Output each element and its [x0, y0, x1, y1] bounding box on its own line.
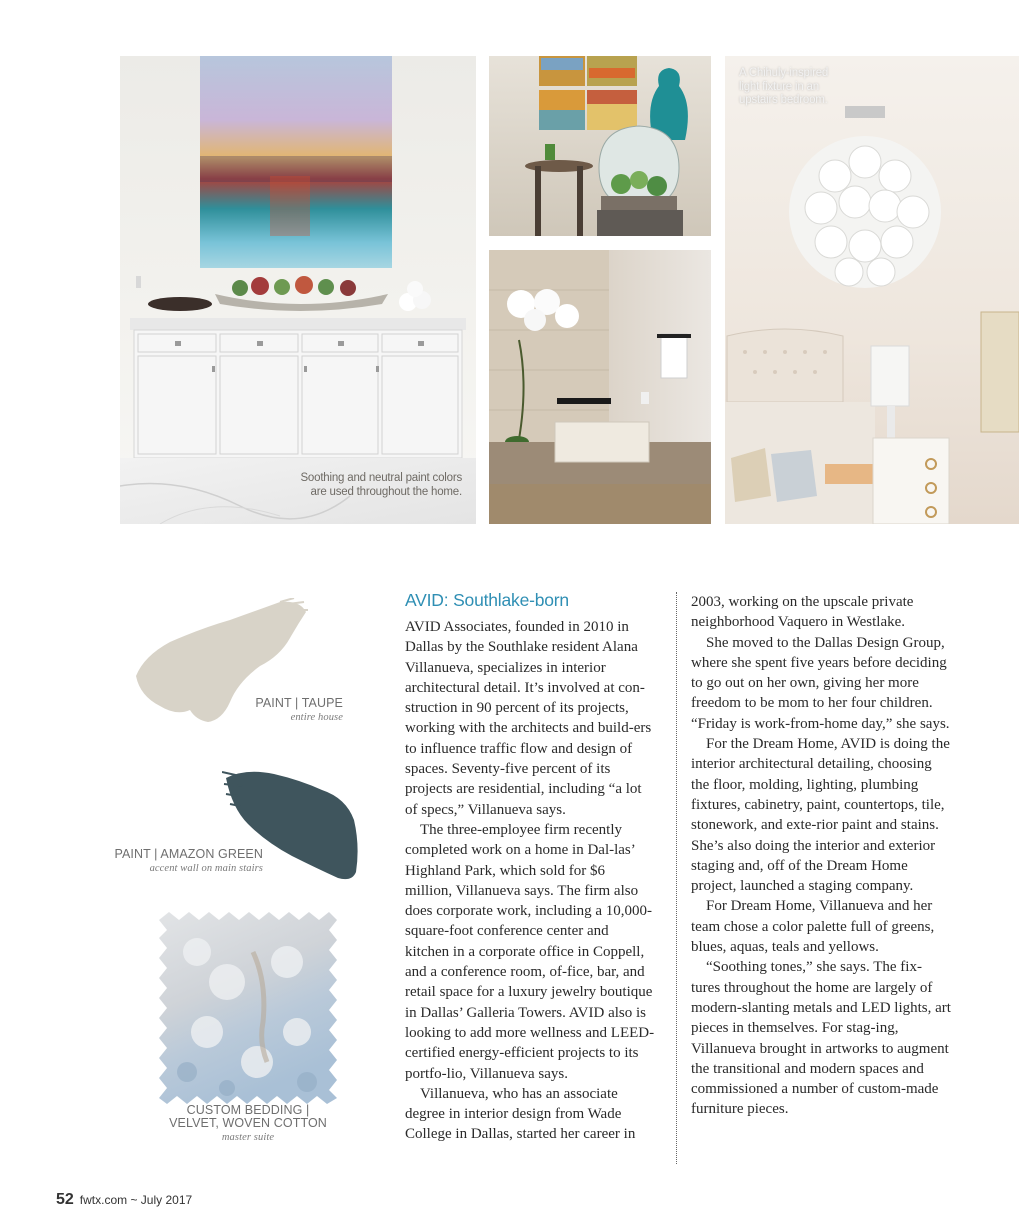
article-paragraph: 2003, working on the upscale private neighborhood Vaquero in Westlake.	[691, 594, 914, 631]
swatch-label-taupe	[168, 697, 343, 724]
article-paragraph: AVID Associates, founded in 2010 in Dallas by the Southlake resident Alana Villanueva, specializes in interior architectural detail. It’s involved at con-struction in 90 percent of its projects, working with the architects and build-ers to influence traffic flow and design of spaces. Seventy-five percent of its projects are residential, including “a lot of specs,” Villanueva says.	[405, 619, 652, 818]
swatch-title-amazon-green: PAINT | AMAZON GREEN	[114, 847, 263, 861]
swatch-label-bedding	[158, 1104, 338, 1144]
orchid-photo	[489, 250, 711, 524]
page-folio	[56, 1191, 192, 1209]
article-paragraph: For the Dream Home, AVID is doing the interior architectural detailing, choosing the floor, molding, lighting, plumbing fixtures, cabinetry, paint, countertops, tile, stonework, and exte-rior paint and stains. She’s also doing the interior and exterior staging and, off of the Dream Home project, launched a staging company.	[691, 736, 950, 895]
article-paragraph: “Soothing tones,” she says. The fix-tures throughout the home are largely of modern-slanting metals and LED lights, art pieces in themselves. For stag-ing, Villanueva brought in artworks to augment the transitional and modern spaces and commissioned a number of custom-made furniture pieces.	[691, 959, 951, 1118]
bedding-fabric-swatch	[157, 912, 339, 1104]
orchid-illustration	[489, 250, 711, 524]
terrarium-illustration	[489, 56, 711, 236]
bedroom-photo	[725, 56, 1019, 524]
vanity-caption: Soothing and neutral paint colors are used throughout the home.	[300, 472, 462, 498]
swatch-label-amazon-green	[90, 848, 263, 875]
vanity-illustration	[120, 56, 476, 524]
article-paragraph: She moved to the Dallas Design Group, where she spent five years before deciding to go out on her own, giving her more freedom to be mom to her four children. “Friday is work-from-home day,” she says.	[691, 634, 950, 732]
terrarium-photo	[489, 56, 711, 236]
article-paragraph: For Dream Home, Villanueva and her team chose a color palette full of greens, blues, aquas, teals and yellows.	[691, 898, 935, 956]
swatch-title-bedding-line1: CUSTOM BEDDING |	[186, 1103, 310, 1117]
swatch-title-bedding-line2: VELVET, WOVEN COTTON	[169, 1116, 327, 1130]
article-paragraph: The three-employee firm recently completed work on a home in Dal-las’ Highland Park, which sold for $6 million, Villanueva says. The firm also does corporate work, including a 10,000-square-foot conference center and kitchen in a corporate office in Coppell, and a conference room, of-fice, bar, and retail space for a luxury jewelry boutique in Dallas’ Galleria Towers. AVID also is looking to add more wellness and LEED-certified energy-efficient projects to its portfo-lio, Villanueva says.	[405, 821, 655, 1082]
swatch-subtitle-bedding: master suite	[221, 1132, 275, 1143]
swatch-title-taupe: PAINT | TAUPE	[255, 696, 343, 710]
bedroom-illustration	[725, 56, 1019, 524]
swatch-subtitle-taupe: entire house	[290, 712, 343, 723]
vanity-photo	[120, 56, 476, 524]
publication-date: fwtx.com ~ July 2017	[79, 1193, 193, 1207]
bedroom-caption: A Chihuly-inspired light fixture in an upstairs bedroom.	[739, 67, 829, 106]
column-divider	[676, 592, 677, 1164]
article-paragraph: Villanueva, who has an associate degree in interior design from Wade College in Dallas, started her career in	[405, 1085, 636, 1143]
article-headline: AVID: Southlake-born	[405, 590, 569, 610]
article-left-column	[405, 617, 655, 1145]
page-number: 52	[56, 1191, 74, 1208]
swatch-subtitle-amazon-green: accent wall on main stairs	[149, 863, 263, 874]
article-right-column	[691, 592, 951, 1120]
